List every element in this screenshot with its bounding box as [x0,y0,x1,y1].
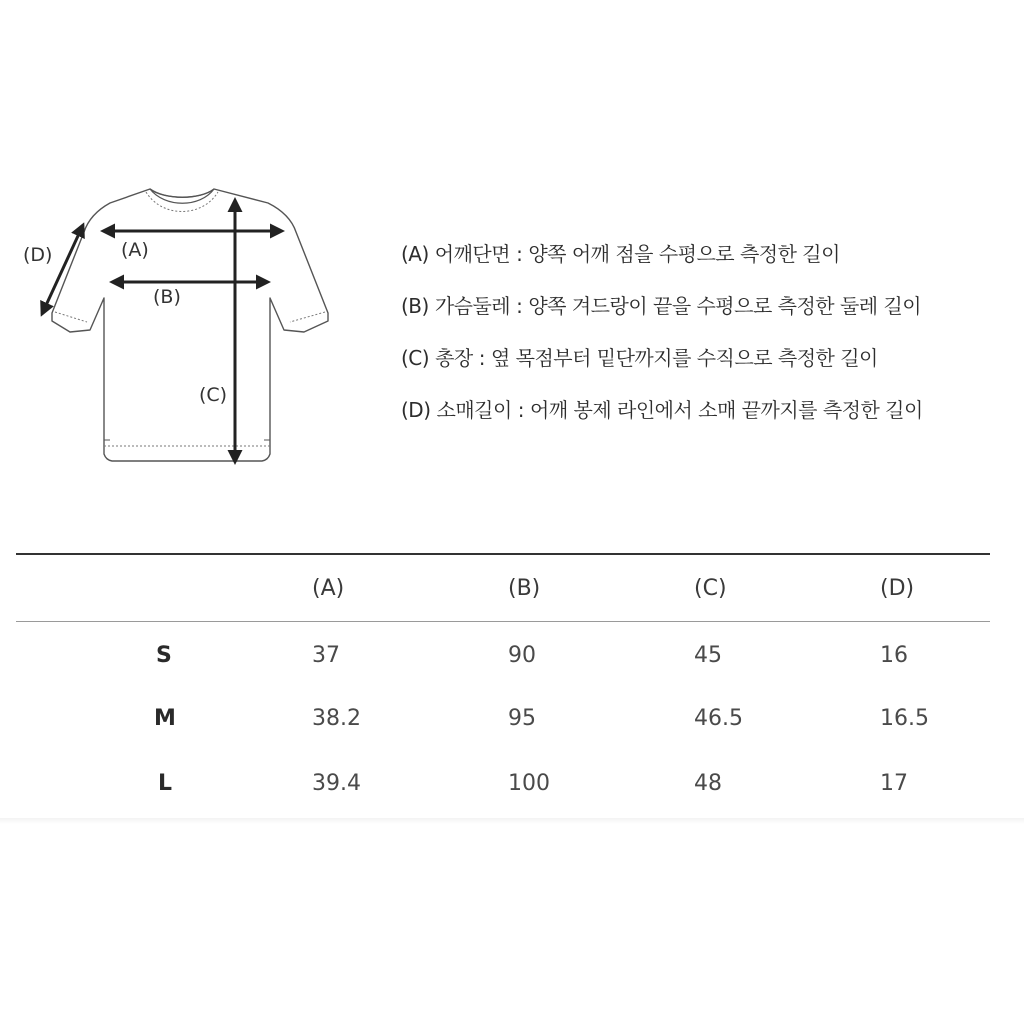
legend-letter: (D) [401,398,431,422]
table-cell: 39.4 [312,771,361,796]
legend-term: 가슴둘레 [434,294,511,318]
table-row [16,686,990,751]
diagram-label-c: (C) [199,384,228,406]
table-cell: 90 [508,642,536,668]
diagram-label-d: (D) [23,244,53,266]
measurement-legend [401,239,1011,447]
table-cell: 37 [312,642,340,668]
size-table [16,553,990,816]
legend-item-a [401,239,1011,291]
table-cell: 95 [508,706,536,731]
table-row [16,621,990,686]
header-b: (B) [508,576,541,602]
diagram-label-b: (B) [153,286,181,308]
legend-description: 어깨 봉제 라인에서 소매 끝까지를 측정한 길이 [530,398,923,422]
table-header-row [16,554,990,621]
section-divider [0,818,1024,824]
tshirt-illustration [0,0,360,500]
header-c: (C) [694,576,727,602]
size-label: L [158,771,173,796]
table-cell: 38.2 [312,706,361,731]
table-cell: 45 [694,642,722,668]
legend-term: 어깨단면 [434,242,511,266]
header-a: (A) [312,576,345,602]
table-cell: 48 [694,771,722,796]
diagram-label-a: (A) [121,239,149,261]
table-row [16,751,990,816]
legend-term: 소매길이 [436,398,512,422]
table-cell: 46.5 [694,706,743,731]
size-label: S [156,642,172,668]
legend-item-c [401,343,1011,395]
legend-item-b [401,291,1011,343]
legend-separator: : [478,346,485,370]
tshirt-diagram [0,0,360,500]
legend-letter: (B) [401,294,429,318]
table-cell: 100 [508,771,550,796]
legend-separator: : [516,294,523,318]
legend-separator: : [517,398,525,422]
legend-description: 양쪽 겨드랑이 끝을 수평으로 측정한 둘레 길이 [528,294,922,318]
legend-letter: (C) [401,346,430,370]
legend-description: 옆 목점부터 밑단까지를 수직으로 측정한 길이 [490,346,878,370]
size-label: M [154,706,176,731]
table-cell: 16.5 [880,706,929,731]
legend-letter: (A) [401,242,429,266]
header-size [16,554,312,621]
legend-description: 양쪽 어깨 점을 수평으로 측정한 길이 [528,242,840,266]
legend-item-d [401,395,1011,447]
legend-separator: : [516,242,523,266]
legend-term: 총장 [435,346,473,370]
header-d: (D) [880,576,915,602]
table-cell: 17 [880,771,908,796]
table-cell: 16 [880,642,908,668]
